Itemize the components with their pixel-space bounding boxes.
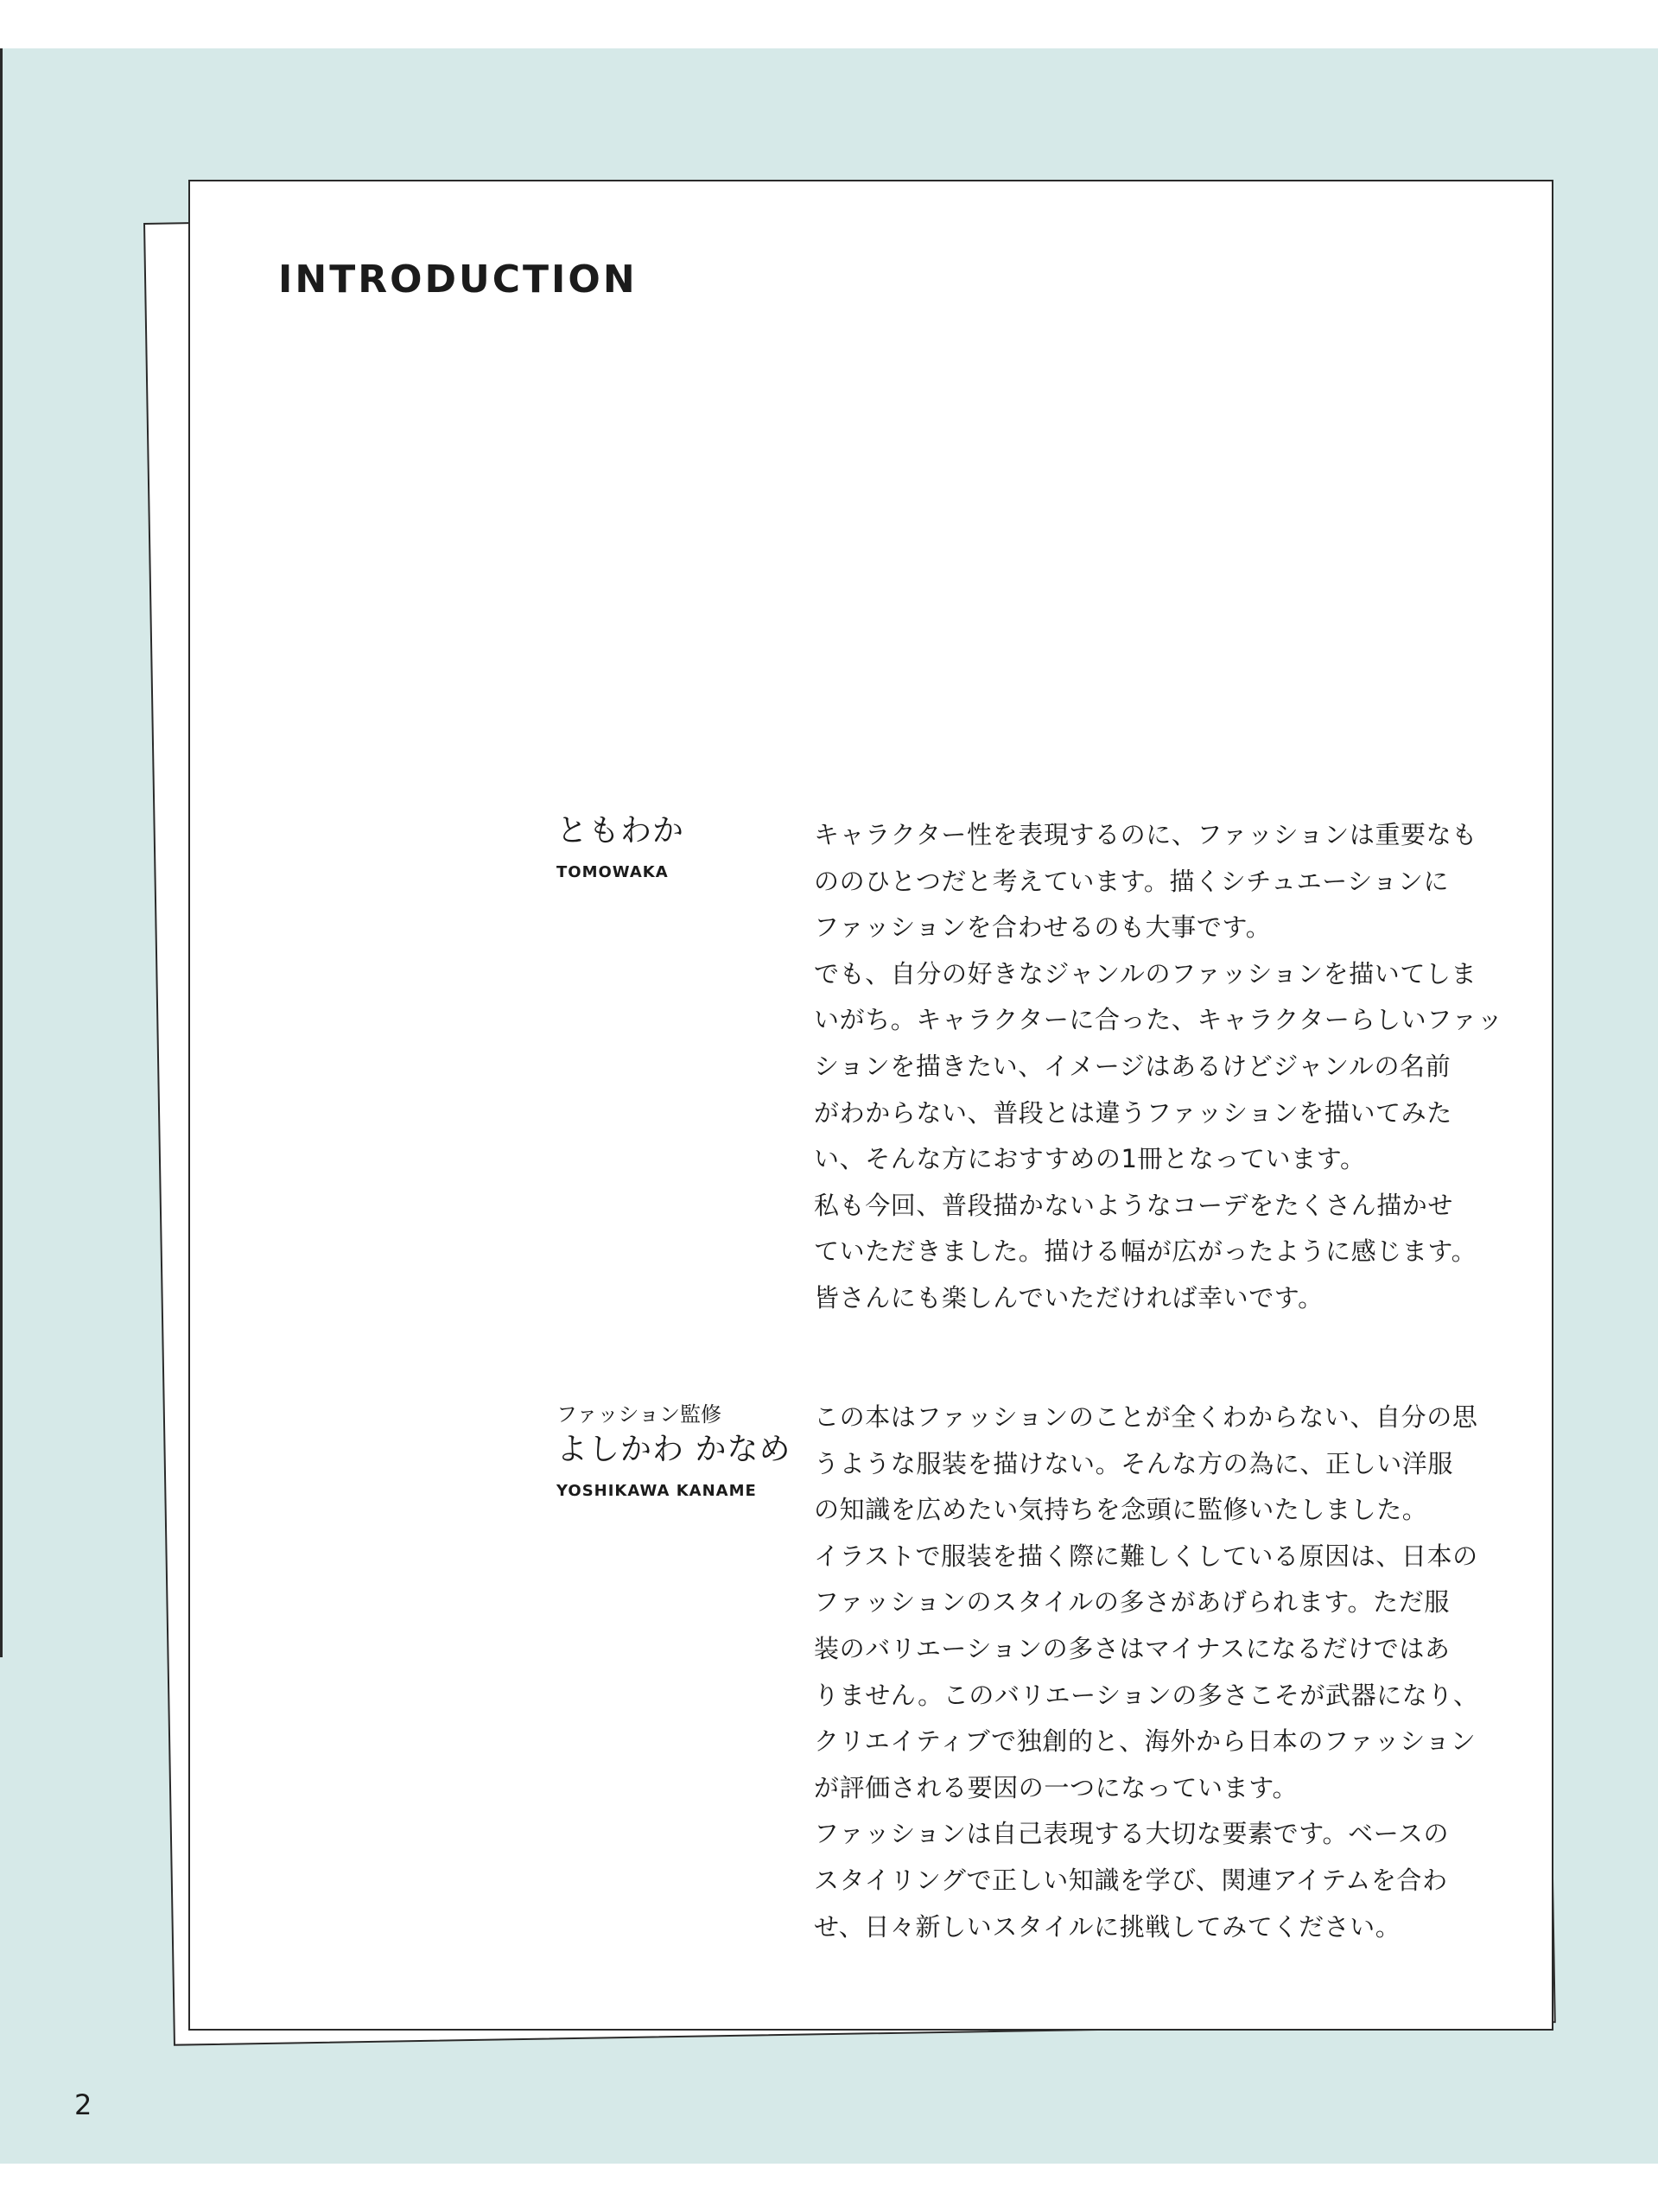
message-line: ファッションを合わせるのも大事です。 (814, 912, 1272, 943)
message-line: の知識を広めたい気持ちを念頭に監修いたしました。 (814, 1495, 1428, 1525)
author-block-yoshikawa (556, 1402, 790, 1502)
message-line: 装のバリエーションの多さはマイナスになるだけではあ (814, 1633, 1451, 1663)
message-line: がわからない、普段とは違うファッションを描いてみた (814, 1097, 1452, 1128)
author-romaji: TOMOWAKA (556, 863, 669, 881)
message-line: い、そんな方におすすめの1冊となっています。 (814, 1144, 1366, 1174)
author-message-tomowaka (814, 812, 1503, 1322)
message-line: キャラクター性を表現するのに、ファッションは重要なも (814, 820, 1477, 849)
author-name: よしかわ かなめ (556, 1432, 791, 1467)
message-line: いがち。キャラクターに合った、キャラクターらしいファッ (814, 1005, 1503, 1035)
message-line: スタイリングで正しい知識を学び、関連アイテムを合わ (814, 1865, 1448, 1895)
message-line: ファッションのスタイルの多さがあげられます。ただ服 (814, 1587, 1450, 1618)
message-line: ションを描きたい、イメージはあるけどジャンルの名前 (814, 1051, 1452, 1081)
message-line: この本はファッションのことが全くわからない、自分の思 (814, 1402, 1478, 1432)
page-number: 2 (74, 2088, 92, 2121)
message-line: でも、自分の好きなジャンルのファッションを描いてしま (814, 958, 1477, 988)
message-line: うような服装を描けない。そんな方の為に、正しい洋服 (814, 1448, 1454, 1478)
left-edge-rule (0, 48, 3, 1657)
author-message-yoshikawa (814, 1395, 1479, 1950)
message-line: ていただきました。描ける幅が広がったように感じます。 (814, 1236, 1477, 1267)
author-name: ともわか (556, 813, 685, 849)
message-line: が評価される要因の一つになっています。 (814, 1772, 1299, 1802)
message-line: 私も今回、普段描かないようなコーデをたくさん描かせ (814, 1190, 1454, 1220)
author-block-tomowaka (556, 812, 790, 883)
author-romaji: YOSHIKAWA KANAME (556, 1482, 757, 1500)
message-line: せ、日々新しいスタイルに挑戦してみてください。 (814, 1911, 1401, 1942)
page-title: INTRODUCTION (278, 257, 638, 302)
message-line: イラストで服装を描く際に難しくしている原因は、日本の (814, 1541, 1478, 1571)
message-line: ファッションは自己表現する大切な要素です。ベースの (814, 1819, 1450, 1849)
message-line: ののひとつだと考えています。描くシチュエーションに (814, 866, 1450, 896)
message-line: りません。このバリエーションの多さこそが武器になり、 (814, 1680, 1479, 1710)
author-role: ファッション監修 (556, 1402, 722, 1427)
message-line: 皆さんにも楽しんでいただければ幸いです。 (814, 1282, 1324, 1313)
message-line: クリエイティブで独創的と、海外から日本のファッション (814, 1726, 1477, 1757)
